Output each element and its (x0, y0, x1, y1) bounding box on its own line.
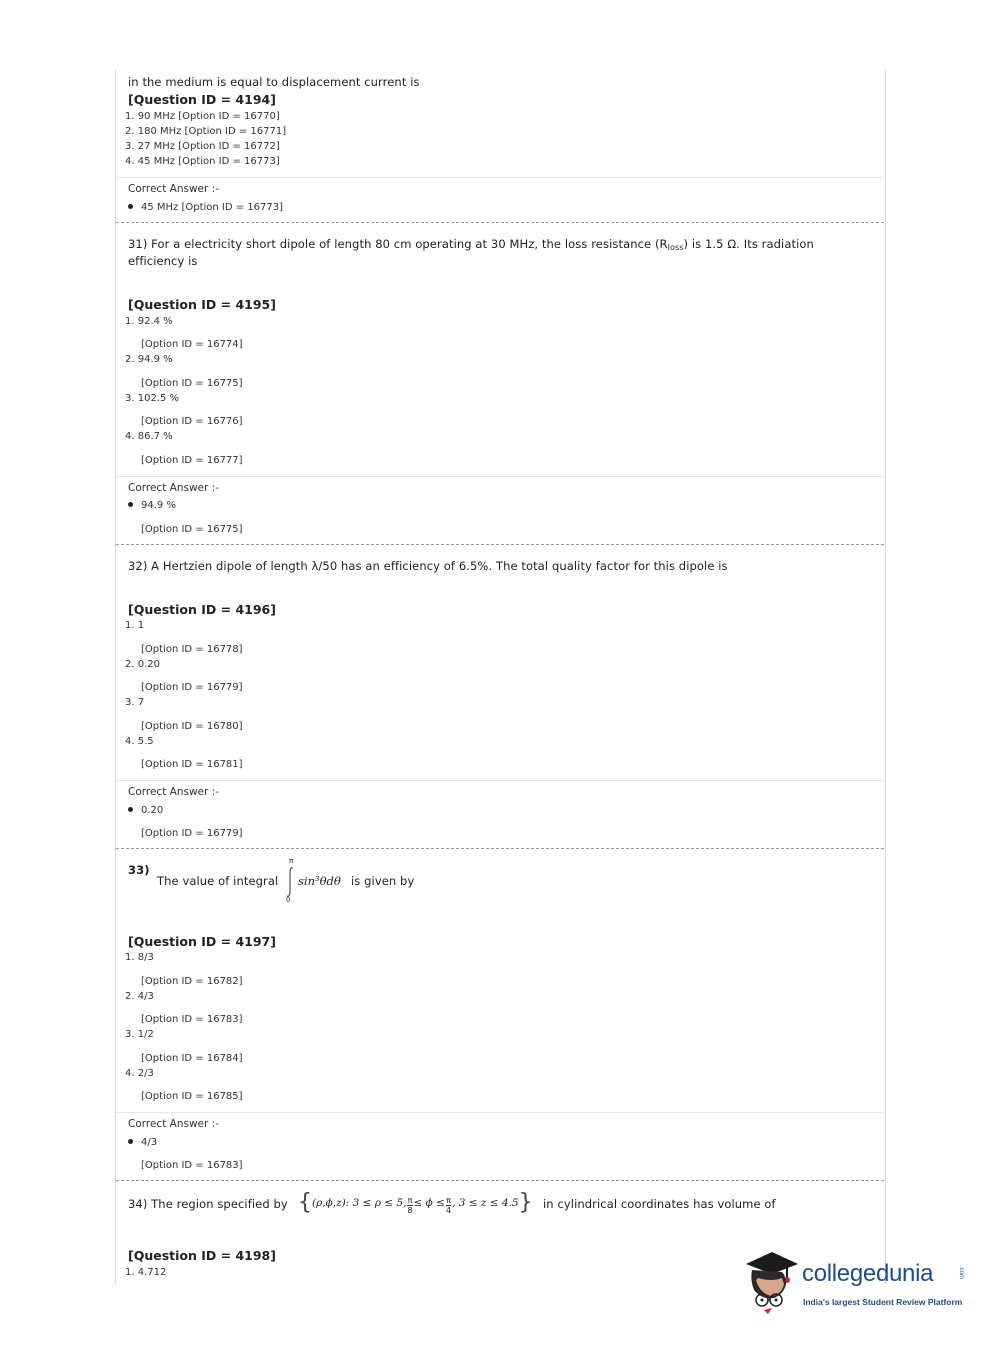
bullet-icon (128, 807, 133, 812)
q33-option-2: 2. 4/3 (125, 991, 154, 1002)
brand-tagline: India's largest Student Review Platform (803, 1297, 963, 1307)
q30-correct-answer: 45 MHz [Option ID = 16773] (128, 202, 283, 213)
bullet-icon (128, 1139, 133, 1144)
q31-option-1: 1. 92.4 % (125, 316, 173, 327)
q32-option-1: 1. 1 (125, 620, 145, 631)
mascot-graduate-icon (742, 1250, 800, 1316)
q31-correct-answer: 94.9 % (128, 500, 176, 511)
right-brace: } (518, 1190, 533, 1215)
q30-option-3: 3. 27 MHz [Option ID = 16772] (125, 141, 280, 152)
bullet-icon (128, 502, 133, 507)
q33-option-1-id: [Option ID = 16782] (141, 976, 243, 987)
q33-option-4-id: [Option ID = 16785] (141, 1091, 243, 1102)
divider (116, 177, 884, 178)
left-brace: { (298, 1190, 312, 1215)
q32-option-4-id: [Option ID = 16781] (141, 759, 243, 770)
q32-correct-answer: 0.20 (128, 805, 163, 816)
q31-option-2: 2. 94.9 % (125, 354, 173, 365)
q31-option-2-id: [Option ID = 16775] (141, 378, 243, 389)
q32-option-3: 3. 7 (125, 697, 145, 708)
integral-sign-icon (284, 866, 296, 898)
q32-option-2-id: [Option ID = 16779] (141, 682, 243, 693)
q33-option-4: 4. 2/3 (125, 1068, 154, 1079)
question-30-id: [Question ID = 4194] (128, 92, 276, 107)
question-33-text-tail: is given by (351, 874, 415, 888)
divider (116, 1112, 884, 1113)
q31-option-3: 3. 102.5 % (125, 393, 180, 404)
q30-option-1: 1. 90 MHz [Option ID = 16770] (125, 111, 280, 122)
q32-correct-option-id: [Option ID = 16779] (141, 828, 243, 839)
divider (116, 476, 884, 477)
question-33-text: The value of integral (157, 874, 279, 888)
q32-option-2: 2. 0.20 (125, 659, 160, 670)
q30-option-2: 2. 180 MHz [Option ID = 16771] (125, 126, 287, 137)
question-32-id: [Question ID = 4196] (128, 602, 276, 617)
q32-option-3-id: [Option ID = 16780] (141, 721, 243, 732)
question-34-text-tail: in cylindrical coordinates has volume of (543, 1197, 776, 1211)
brand-name: collegedunia (802, 1260, 934, 1287)
question-34-text: 34) The region specified by (128, 1197, 288, 1211)
q31-option-3-id: [Option ID = 16776] (141, 416, 243, 427)
question-31-text-line2: efficiency is (128, 254, 198, 268)
integral-lower-limit: 0 (286, 896, 291, 904)
question-34-id: [Question ID = 4198] (128, 1248, 276, 1263)
question-separator (116, 222, 884, 223)
question-separator (116, 1180, 884, 1181)
q31-correct-option-id: [Option ID = 16775] (141, 524, 243, 535)
question-32-text: 32) A Hertzien dipole of length λ/50 has an efficiency of 6.5%. The total quality factor for this dipole is (128, 559, 728, 573)
q33-option-1: 1. 8/3 (125, 952, 154, 963)
q32-option-4: 4. 5.5 (125, 736, 154, 747)
q30-option-4: 4. 45 MHz [Option ID = 16773] (125, 156, 280, 167)
fraction-pi-over-8: $\frac{\pi}{8}$ (407, 1196, 413, 1215)
question-31-id: [Question ID = 4195] (128, 297, 276, 312)
bullet-icon (128, 204, 133, 209)
question-31-text: 31) For a electricity short dipole of length 80 cm operating at 30 MHz, the loss resistance $(R_{loss})$ is 1.5 Ω. Its radiation (128, 237, 814, 252)
q32-correct-label: Correct Answer :- (128, 786, 219, 798)
q33-option-2-id: [Option ID = 16783] (141, 1014, 243, 1025)
q31-option-4-id: [Option ID = 16777] (141, 455, 243, 466)
q32-option-1-id: [Option ID = 16778] (141, 644, 243, 655)
q30-correct-label: Correct Answer :- (128, 183, 219, 195)
q31-correct-label: Correct Answer :- (128, 482, 219, 494)
fraction-pi-over-4: $\frac{\pi}{4}$ (445, 1196, 452, 1215)
divider (116, 780, 884, 781)
q34-option-1: 1. 4.712 (125, 1267, 167, 1278)
q31-option-4: 4. 86.7 % (125, 431, 173, 442)
integrand: sin³θdθ (298, 874, 341, 888)
collegedunia-logo (742, 1248, 972, 1318)
q33-option-3: 3. 1/2 (125, 1029, 154, 1040)
q31-option-1-id: [Option ID = 16774] (141, 339, 243, 350)
question-33-id: [Question ID = 4197] (128, 934, 276, 949)
q33-correct-answer: 4/3 (128, 1137, 157, 1148)
brand-dotcom: .com (958, 1266, 964, 1280)
question-33-number: 33) (128, 863, 150, 877)
q33-correct-label: Correct Answer :- (128, 1118, 219, 1130)
question-30-text: in the medium is equal to displacement current is (128, 75, 420, 89)
question-separator (116, 544, 884, 545)
q33-option-3-id: [Option ID = 16784] (141, 1053, 243, 1064)
question-separator (116, 848, 884, 849)
integral-upper-limit: π (289, 857, 294, 865)
region-set-expression: {(ρ,ϕ,z): 3 ≤ ρ ≤ 5, $\frac{\pi}{8}$ ≤ ϕ ≤ $\frac{\pi}{4}$ , 3 ≤ z ≤ 4.5} (298, 1190, 533, 1215)
q33-correct-option-id: [Option ID = 16783] (141, 1160, 243, 1171)
